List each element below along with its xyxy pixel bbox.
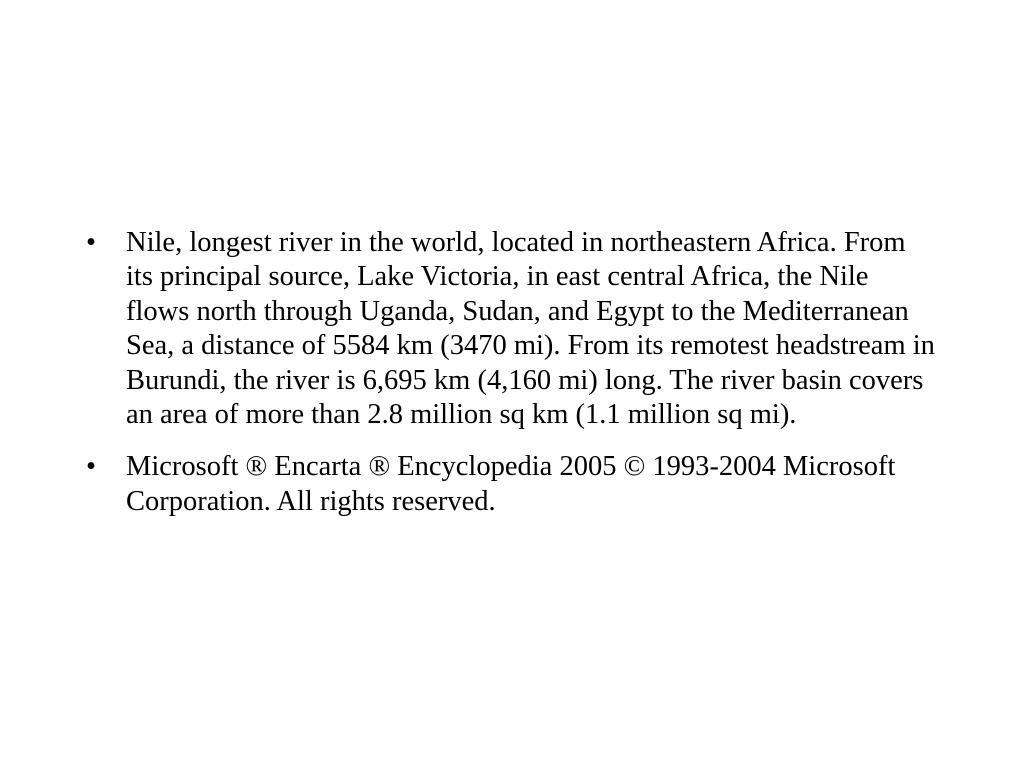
bullet-text-nile: Nile, longest river in the world, located in northeastern Africa. From its principal source, Lake Victoria, in east central Africa, the Nile flows north through Uganda, Sudan, and Egypt to the Mediterranean Sea, a distance of 5584 km (3470 mi). From its remotest headstream in Burundi, the river is 6,695 km (4,160 mi) long. The river basin covers an area of more than 2.8 million sq km (1.1 million sq mi). [126, 227, 935, 431]
bullet-item-nile [86, 226, 936, 432]
bullet-dot-icon: • [86, 227, 96, 258]
bullet-item-copyright [86, 450, 936, 519]
bullet-dot-icon: • [86, 451, 96, 483]
bullet-text-copyright: Microsoft ® Encarta ® Encyclopedia 2005 © 1993-2004 Microsoft Corporation. All rights reserved. [126, 451, 896, 517]
bullet-list [86, 226, 936, 537]
